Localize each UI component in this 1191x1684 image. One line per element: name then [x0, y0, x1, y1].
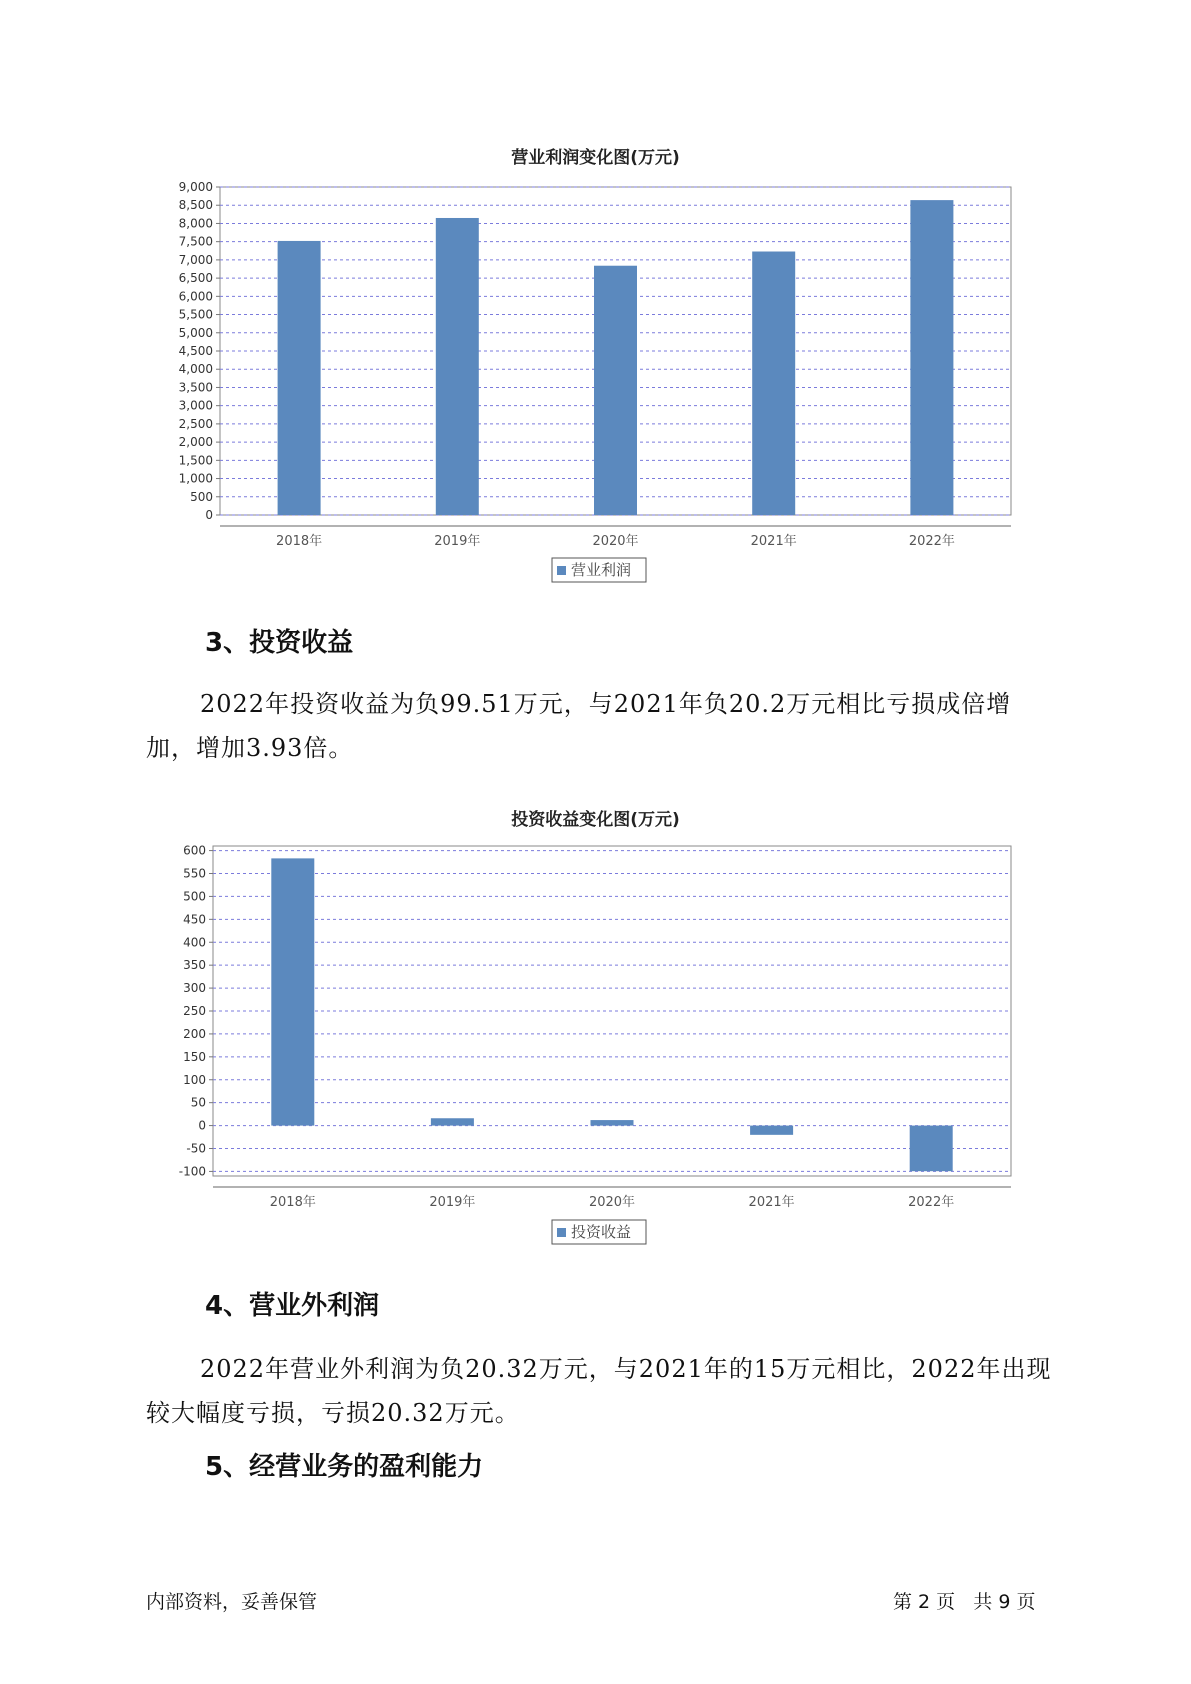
x-tick-label: 2018年	[269, 1195, 316, 1210]
y-tick-label: 6,500	[178, 271, 213, 286]
legend-swatch	[557, 1228, 566, 1237]
x-tick-label: 2021年	[748, 1195, 795, 1210]
x-tick-label: 2019年	[429, 1195, 476, 1210]
y-tick-label: 200	[183, 1026, 206, 1041]
y-tick-label: 7,000	[178, 252, 213, 267]
y-tick-label: -100	[178, 1164, 206, 1179]
y-tick-label: -50	[186, 1141, 206, 1156]
y-tick-label: 1,500	[178, 453, 213, 468]
footer-left: 内部资料，妥善保管	[146, 1591, 318, 1613]
x-tick-label: 2022年	[908, 534, 955, 549]
y-tick-label: 450	[183, 912, 206, 927]
y-tick-label: 6,000	[178, 289, 213, 304]
y-tick-label: 1,000	[178, 471, 213, 486]
x-tick-label: 2022年	[908, 1195, 955, 1210]
legend	[552, 1220, 646, 1244]
section5-heading: 5、经营业务的盈利能力	[205, 1452, 484, 1482]
y-tick-label: 5,500	[178, 307, 213, 322]
x-tick-label: 2019年	[434, 534, 481, 549]
y-tick-label: 350	[183, 958, 206, 973]
x-tick-label: 2020年	[588, 1195, 636, 1210]
y-tick-label: 600	[183, 843, 206, 858]
y-tick-label: 0	[198, 1118, 206, 1133]
chart1-title: 营业利润变化图(万元)	[511, 148, 680, 168]
chart2-title: 投资收益变化图(万元)	[511, 810, 680, 830]
y-tick-label: 8,000	[178, 216, 213, 231]
legend-label: 营业利润	[571, 561, 632, 579]
bar	[750, 1126, 793, 1135]
y-tick-label: 5,000	[178, 325, 213, 340]
y-tick-label: 300	[183, 981, 206, 996]
bar	[591, 1120, 634, 1126]
y-tick-label: 400	[183, 935, 206, 950]
bar	[431, 1118, 474, 1125]
section3-paragraph: 2022年投资收益为负99.51万元，与2021年负20.2万元相比亏损成倍增加，增加3.93倍。	[146, 690, 1012, 762]
footer-page-number: 第 2 页 共 9 页	[893, 1591, 1036, 1613]
x-tick-label: 2020年	[592, 534, 639, 549]
y-tick-label: 2,500	[178, 416, 213, 431]
y-tick-label: 7,500	[178, 234, 213, 249]
legend-label: 投资收益	[571, 1223, 632, 1241]
y-tick-label: 9,000	[178, 180, 213, 194]
y-tick-label: 3,000	[178, 398, 213, 413]
section4-paragraph: 2022年营业外利润为负20.32万元，与2021年的15万元相比，2022年出现较大幅度亏损，亏损20.32万元。	[146, 1355, 1052, 1427]
bar	[271, 858, 314, 1125]
y-tick-label: 100	[183, 1072, 206, 1087]
section4-heading: 4、营业外利润	[205, 1291, 380, 1321]
section3-heading: 3、投资收益	[205, 628, 354, 658]
y-tick-label: 50	[190, 1095, 206, 1110]
y-tick-label: 3,500	[178, 380, 213, 395]
y-tick-label: 0	[205, 508, 213, 522]
x-tick-label: 2021年	[750, 534, 797, 549]
y-tick-label: 250	[183, 1004, 206, 1018]
bar	[910, 1126, 953, 1172]
y-tick-label: 8,500	[178, 198, 213, 213]
y-tick-label: 550	[183, 866, 206, 881]
y-tick-label: 2,000	[178, 435, 213, 450]
y-tick-label: 4,000	[178, 362, 213, 377]
y-tick-label: 150	[183, 1049, 206, 1064]
x-tick-label: 2018年	[276, 534, 323, 549]
y-tick-label: 4,500	[178, 344, 213, 358]
y-tick-label: 500	[183, 889, 206, 904]
y-tick-label: 500	[190, 489, 213, 504]
